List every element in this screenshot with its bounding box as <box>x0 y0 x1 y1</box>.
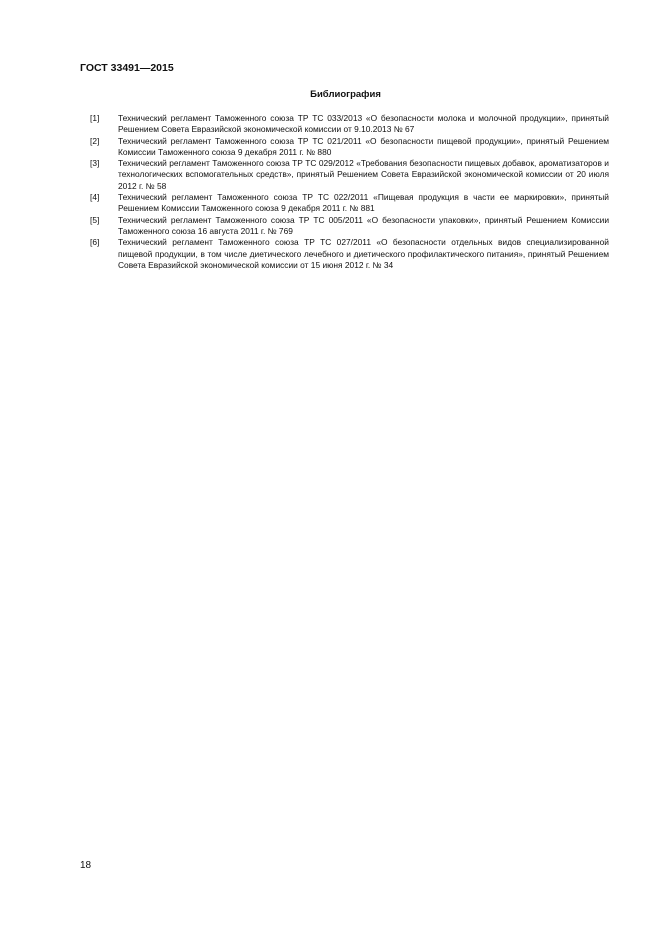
reference-item <box>90 136 609 159</box>
document-header: ГОСТ 33491—2015 <box>80 62 174 74</box>
bibliography-list <box>90 113 609 271</box>
reference-number: [4] <box>90 192 100 203</box>
reference-text: Технический регламент Таможенного союза ТР ТС 021/2011 «О безопасности пищевой продукции», принятый Решением Комиссии Таможенного союза 9 декабря 2011 г. № 880 <box>118 135 609 157</box>
reference-text: Технический регламент Таможенного союза ТР ТС 029/2012 «Требования безопасности пищевых добавок, ароматизаторов и технологических вспомогательных средств», принятый Решением Совета Евразийской экономической комиссии от 20 июля 2012 г. № 58 <box>118 158 609 191</box>
reference-text: Технический регламент Таможенного союза ТР ТС 033/2013 «О безопасности молока и молочной продукции», принятый Решением Совета Евразийской экономической комиссии от 9.10.2013 № 67 <box>118 113 609 135</box>
reference-text: Технический регламент Таможенного союза ТР ТС 022/2011 «Пищевая продукция в части ее маркировки», принятый Решением Комиссии Таможенного союза 9 декабря 2011 г. № 881 <box>118 192 609 214</box>
reference-item <box>90 113 609 136</box>
reference-item <box>90 158 609 192</box>
reference-item <box>90 215 609 238</box>
reference-item <box>90 237 609 271</box>
section-title: Библиография <box>310 89 381 100</box>
reference-number: [6] <box>90 237 100 248</box>
reference-text: Технический регламент Таможенного союза ТР ТС 005/2011 «О безопасности упаковки», принятый Решением Комиссии Таможенного союза 16 августа 2011 г. № 769 <box>118 214 609 236</box>
reference-number: [5] <box>90 214 100 225</box>
reference-number: [1] <box>90 113 100 123</box>
reference-number: [3] <box>90 158 100 169</box>
reference-text: Технический регламент Таможенного союза ТР ТС 027/2011 «О безопасности отдельных видов специализированной пищевой продукции, в том числе диетического лечебного и диетического профилактического питания», принятый Решением Совета Евразийской экономической комиссии от 15 июня 2012 г. № 34 <box>118 237 609 270</box>
reference-number: [2] <box>90 135 100 146</box>
reference-item <box>90 192 609 215</box>
page-number: 18 <box>80 860 92 871</box>
